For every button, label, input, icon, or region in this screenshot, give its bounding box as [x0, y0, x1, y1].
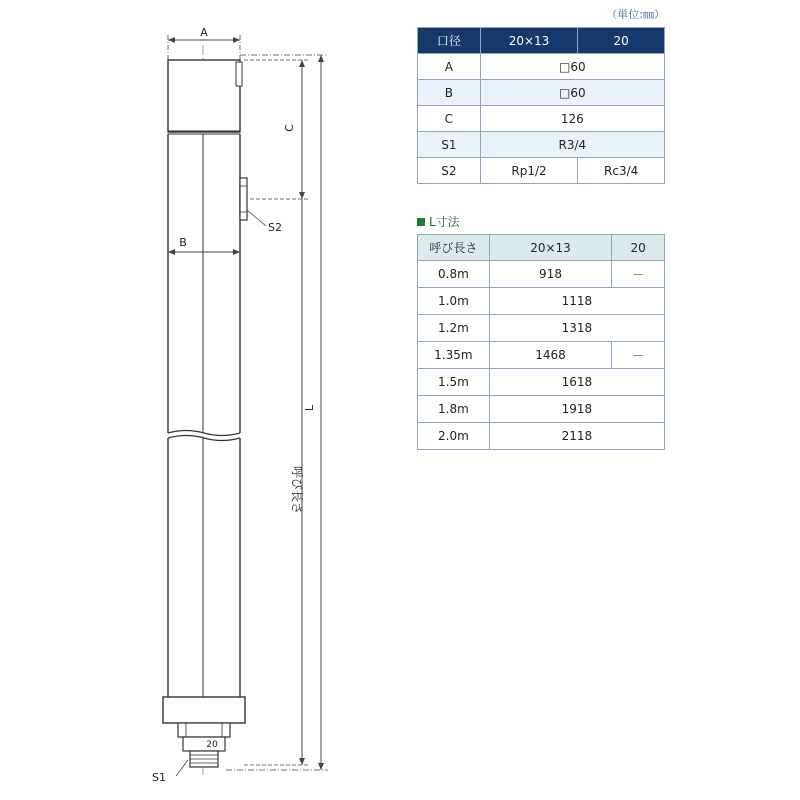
- dimension-c-label: C: [283, 124, 296, 132]
- l-value-20x13-cell: 918: [489, 261, 611, 288]
- spec-value-s2-20x13: Rp1/2: [480, 158, 578, 184]
- dimension-nominal-length: [244, 60, 310, 765]
- side-port-s2: [240, 178, 282, 234]
- spec-header-20x13: 20×13: [480, 28, 578, 54]
- l-length-cell: 1.8m: [418, 396, 490, 423]
- s1-label: S1: [152, 771, 166, 784]
- spec-row-s1: [418, 132, 665, 158]
- dimension-a: [168, 26, 240, 60]
- spec-header-20: 20: [578, 28, 665, 54]
- table-row: [418, 396, 665, 423]
- l-length-cell: 0.8m: [418, 261, 490, 288]
- spec-label-s2: S2: [418, 158, 481, 184]
- unit-note: （単位:㎜）: [606, 8, 665, 21]
- spec-value-c: 126: [480, 106, 664, 132]
- spec-label-a: A: [418, 54, 481, 80]
- pipe-lower-body: [168, 438, 240, 697]
- table-row: [418, 315, 665, 342]
- table-row: [418, 342, 665, 369]
- spec-row-a: [418, 54, 665, 80]
- table-row: [418, 261, 665, 288]
- top-cap: [168, 60, 242, 134]
- spec-value-s2-20: Rc3/4: [578, 158, 665, 184]
- square-bullet-icon: [417, 218, 425, 226]
- l-dimension-title-text: L寸法: [429, 215, 460, 229]
- dimension-l: [226, 55, 328, 770]
- l-value-cell: 1118: [489, 288, 664, 315]
- dimension-b-label: B: [179, 236, 187, 249]
- table-row: [418, 369, 665, 396]
- l-header-row: [418, 235, 665, 261]
- l-value-cell: 1618: [489, 369, 664, 396]
- l-value-20-cell: －: [612, 261, 665, 288]
- l-value-cell: 1918: [489, 396, 664, 423]
- spec-value-b: □60: [480, 80, 664, 106]
- l-length-cell: 1.35m: [418, 342, 490, 369]
- l-length-cell: 1.5m: [418, 369, 490, 396]
- spec-label-b: B: [418, 80, 481, 106]
- l-header-nominal-length: 呼び長さ: [418, 235, 490, 261]
- l-value-20x13-cell: 1468: [489, 342, 611, 369]
- table-row: [418, 423, 665, 450]
- l-length-cell: 2.0m: [418, 423, 490, 450]
- bottom-fitting: [152, 697, 245, 784]
- spec-row-b: [418, 80, 665, 106]
- dimension-l-label: L: [303, 404, 316, 412]
- l-header-20x13: 20×13: [489, 235, 611, 261]
- l-dimension-table: [417, 234, 665, 450]
- dimension-a-label: A: [200, 26, 208, 39]
- l-dimension-title: [417, 213, 460, 230]
- l-value-cell: 2118: [489, 423, 664, 450]
- size-20-label: 20: [206, 740, 218, 750]
- pipe-upper-body: [168, 134, 240, 441]
- spec-value-a: □60: [480, 54, 664, 80]
- spec-row-s2: [418, 158, 665, 184]
- nominal-length-label: 呼び長さ: [290, 465, 304, 515]
- spec-row-c: [418, 106, 665, 132]
- spec-value-s1: R3/4: [480, 132, 664, 158]
- l-header-20: 20: [612, 235, 665, 261]
- l-length-cell: 1.2m: [418, 315, 490, 342]
- l-value-20-cell: －: [612, 342, 665, 369]
- table-row: [418, 288, 665, 315]
- spec-label-c: C: [418, 106, 481, 132]
- l-value-cell: 1318: [489, 315, 664, 342]
- dimension-c: [244, 60, 310, 199]
- spec-table: [417, 27, 665, 184]
- spec-header-bore: 口径: [418, 28, 481, 54]
- dimension-b: [168, 236, 240, 255]
- spec-header-row: [418, 28, 665, 54]
- spec-label-s1: S1: [418, 132, 481, 158]
- s2-label: S2: [268, 221, 282, 234]
- l-length-cell: 1.0m: [418, 288, 490, 315]
